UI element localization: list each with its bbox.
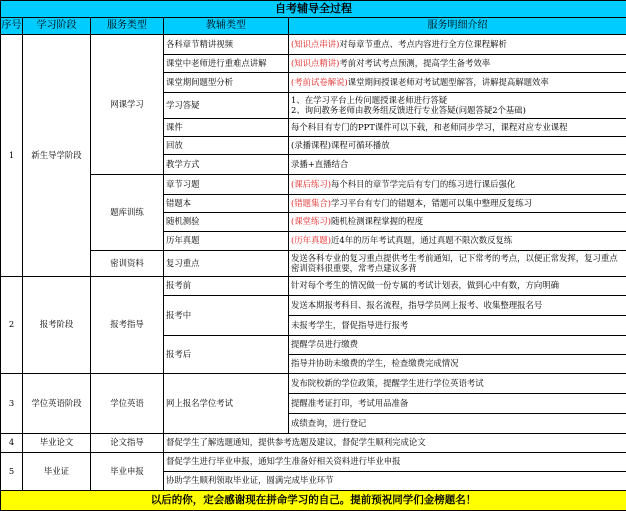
detail-text: 2、询问教务老师由教务组反馈进行专业答疑(问题答疑2个基础) [291,106,624,116]
detail-text: 每个科目的章节学完后有专门的练习进行课后强化 [331,179,515,189]
stage-num: 5 [1,453,23,491]
tutor-type: 课堂中老师进行重难点讲解 [164,55,289,73]
detail-tag: (历年真题) [291,235,331,245]
tutor-type: 报考后 [164,336,289,374]
tutor-type: 课件 [164,119,289,137]
header-num: 序号 [1,18,23,35]
detail-cell: 提醒学员进行缴费 [289,336,626,355]
service-type: 题库训练 [91,175,164,251]
detail-cell [289,93,626,119]
service-type: 报考指导 [91,277,164,374]
header-stage: 学习阶段 [23,18,91,35]
tutor-type: 随机测验 [164,213,289,232]
stage-num: 3 [1,374,23,434]
detail-tag: (课堂练习) [291,216,331,226]
detail-cell: 发送本期报考科目、报名流程，指导学员网上报考、收集整理报名号 [289,296,626,316]
tutor-type: 历年真题 [164,232,289,251]
header-service: 服务类型 [91,18,164,35]
stage-num: 1 [1,35,23,277]
detail-cell: 发布院校新的学位政策，提醒学生进行学位英语考试 [289,374,626,394]
detail-text: 1、在学习平台上传问题授课老师进行答疑 [291,96,624,106]
detail-cell [289,175,626,195]
detail-tag: (错题集合) [291,198,331,208]
stage-name: 毕业论文 [23,434,91,453]
detail-cell: 指导并协助未缴费的学生，检查缴费完成情况 [289,355,626,374]
detail-text: 学习平台有专门的错题本，错题可以集中整理反复练习 [331,198,532,208]
stage-num: 4 [1,434,23,453]
detail-tag: (考前试卷解说) [291,77,348,87]
tutor-type: 回放 [164,137,289,155]
footer-slogan: 以后的你，定会感谢现在拼命学习的自己。提前预祝同学们金榜题名！ [1,491,626,511]
detail-cell: 协助学生顺利领取毕业证，圆满完成毕业环节 [164,472,626,491]
table-row [1,434,626,453]
table-row [1,251,626,277]
header-detail: 服务明细介绍 [289,18,626,35]
detail-cell [289,213,626,232]
stage-name: 报考阶段 [23,277,91,374]
detail-tag: (课后练习) [291,179,331,189]
stage-name: 毕业证 [23,453,91,491]
header-type: 教辅类型 [164,18,289,35]
detail-cell: 发送各科专业的复习重点提供考生考前通知，记下常考的考点，以便正常发挥，复习重点密训资料很重要，常考点建议多背 [289,251,626,277]
detail-cell: 未报考学生，督促指导进行报考 [289,316,626,336]
tutor-type: 教学方式 [164,155,289,175]
detail-cell [289,55,626,73]
detail-text: 课堂期间授课老师对考试题型解答，讲解提高解题效率 [348,77,549,87]
service-type: 网课学习 [91,35,164,175]
tutor-type: 网上报名学位考试 [164,374,289,434]
detail-text: 近4年的历年考试真题，通过真题不限次数反复练 [331,235,512,245]
service-type: 毕业申报 [91,453,164,491]
detail-text: 考前对考试考点预测，提高学生备考效率 [339,58,490,68]
detail-cell: 针对每个考生的情况做一份专属的考试计划表，做到心中有数，方向明确 [289,277,626,296]
detail-cell: 成绩查询，进行登记 [289,414,626,434]
detail-text: 对每章节重点、考点内容进行全方位课程解析 [339,39,507,49]
detail-cell [289,232,626,251]
tutor-type: 章节习题 [164,175,289,195]
detail-cell: 督促学生了解选题通知，提供参考选题及建议，督促学生顺利完成论文 [164,434,626,453]
table-row [1,277,626,296]
detail-tag: (知识点精讲) [291,58,339,68]
tutor-type: 复习重点 [164,251,289,277]
tutor-type: 各科章节精讲视频 [164,35,289,55]
detail-cell [289,195,626,213]
stage-name: 学位英语阶段 [23,374,91,434]
tutor-type: 错题本 [164,195,289,213]
detail-cell: 录播+直播结合 [289,155,626,175]
detail-cell [289,35,626,55]
table-title: 自考辅导全过程 [1,1,626,18]
tutor-type: 报考中 [164,296,289,336]
table-row [1,374,626,394]
tutor-type: 报考前 [164,277,289,296]
service-type: 密训资料 [91,251,164,277]
detail-text: 随机检测课程掌握的程度 [331,216,423,226]
stage-num: 2 [1,277,23,374]
detail-cell: 提醒准考证打印，考试用品准备 [289,394,626,414]
tutor-type: 学习答疑 [164,93,289,119]
detail-cell: 每个科目有专门的PPT课件可以下载，和老师同步学习，课程对应专业课程 [289,119,626,137]
detail-cell [289,73,626,93]
service-type: 论文指导 [91,434,164,453]
table-row [1,453,626,472]
table-row [1,35,626,55]
detail-cell: 督促学生进行毕业申报，通知学生准备好相关资料进行毕业申报 [164,453,626,472]
tutor-type: 课堂期间题型分析 [164,73,289,93]
detail-cell: (录播课程)课程可循环播放 [289,137,626,155]
detail-tag: (知识点串讲) [291,39,339,49]
service-type: 学位英语 [91,374,164,434]
table-row [1,175,626,195]
stage-name: 新生导学阶段 [23,35,91,277]
